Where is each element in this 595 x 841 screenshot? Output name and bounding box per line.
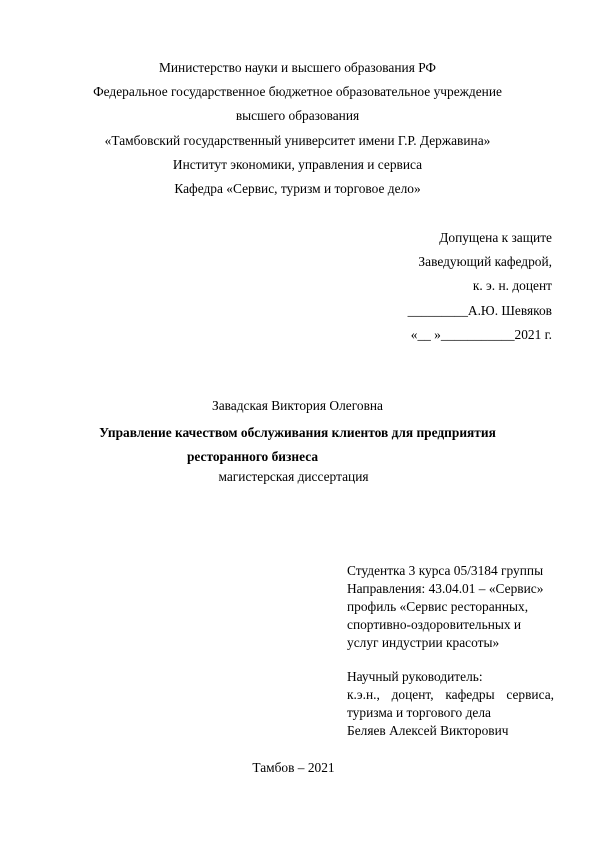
institute-line: Институт экономики, управления и сервиса (172, 156, 423, 172)
approval-date: «__ »___________2021 г. (410, 326, 552, 342)
approval-position: Заведующий кафедрой, (418, 254, 552, 270)
supervisor-label: Научный руководитель: (347, 669, 483, 684)
supervisor-name: Беляев Алексей Викторович (347, 723, 509, 738)
supervisor-position: к.э.н., доцент, кафедры сервиса, (347, 687, 554, 702)
work-type: магистерская диссертация (218, 469, 369, 484)
student-direction: Направления: 43.04.01 – «Сервис» (347, 581, 544, 596)
student-course-group: Студентка 3 курса 05/3184 группы (347, 563, 544, 578)
student-profile-line-1: профиль «Сервис ресторанных, (347, 599, 529, 614)
thesis-title (0, 421, 595, 469)
student-profile-line-2: спортивно-оздоровительных и (347, 617, 522, 632)
approval-degree: к. э. н. доцент (472, 278, 552, 294)
institution-type-line: Федеральное государственное бюджетное образовательное учреждение (93, 84, 502, 100)
thesis-title-line-2: ресторанного бизнеса (186, 449, 319, 465)
student-profile-line-3: услуг индустрии красоты» (347, 635, 500, 650)
university-name-line: «Тамбовский государственный университет имени Г.Р. Державина» (104, 132, 491, 148)
ministry-line: Министерство науки и высшего образования РФ (158, 60, 437, 75)
author-name: Завадская Виктория Олеговна (212, 398, 383, 413)
department-line: Кафедра «Сервис, туризм и торговое дело» (174, 180, 421, 196)
approval-signature: _________А.Ю. Шевяков (407, 302, 552, 318)
city-year: Тамбов – 2021 (252, 760, 335, 775)
block-spacer (347, 652, 554, 668)
approval-status: Допущена к защите (439, 230, 552, 245)
institution-header (0, 56, 595, 201)
thesis-title-line-1: Управление качеством обслуживания клиентов для предприятия (99, 425, 496, 440)
student-info-block (347, 562, 554, 740)
approval-block (408, 226, 552, 347)
education-level-line: высшего образования (235, 108, 360, 124)
supervisor-department: туризма и торгового дела (347, 705, 491, 720)
